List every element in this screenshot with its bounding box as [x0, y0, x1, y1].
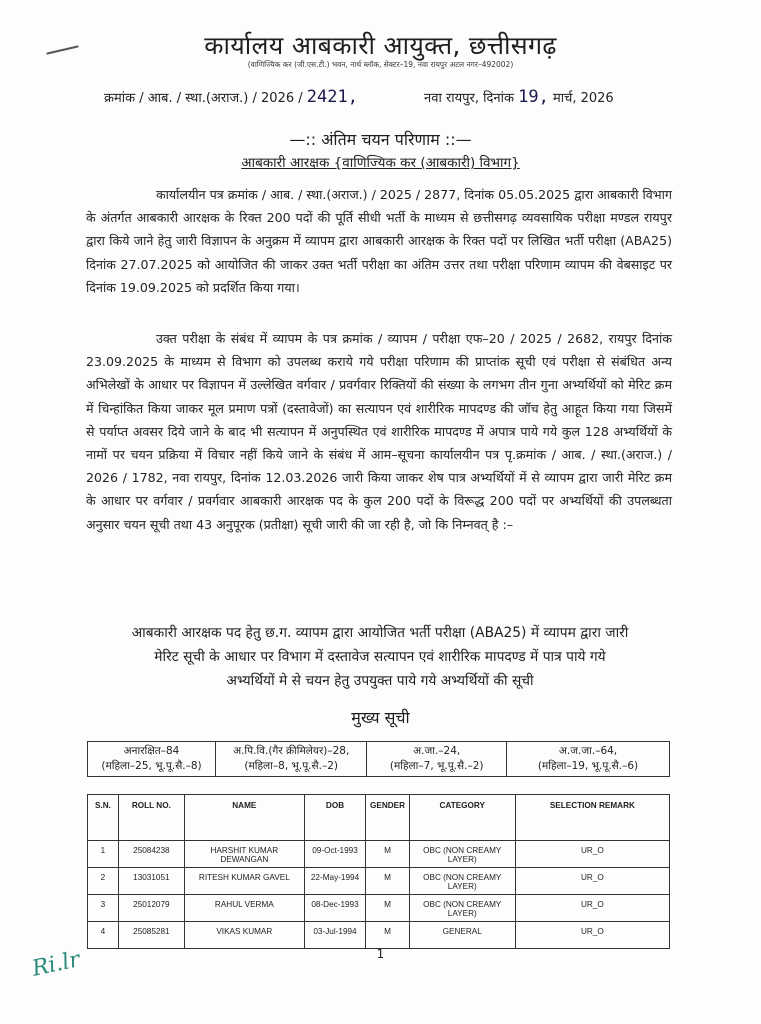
- handwritten-date-day: 19,: [518, 87, 549, 107]
- category-unreserved: [88, 742, 216, 777]
- column-header-category: CATEGORY: [409, 795, 515, 841]
- category-breakdown: (महिला–8, भू.पू.सै.–2): [244, 760, 338, 772]
- category-breakdown: (महिला–19, भू.पू.सै.–6): [537, 760, 639, 772]
- paragraph-1: [86, 183, 672, 299]
- paragraph-1-text: कार्यालयीन पत्र क्रमांक / आब. / स्था.(अराज.) / 2025 / 2877, दिनांक 05.05.2025 द्वारा आबकारी विभाग के अंतर्गत आबकारी आरक्षक के रिक्त 200 पदों की पूर्ति सीधी भर्ती के माध्यम से छत्तीसगढ़ व्यवसायिक परीक्षा मण्डल रायपुर द्वारा किये जाने हेतु जारी विज्ञापन के अनुक्रम में व्यापम द्वारा आबकारी आरक्षक के रिक्त पदों पर लिखित भर्ती परीक्षा (ABA25) दिनांक 27.07.2025 को आयोजित की जाकर उक्त भर्ती परीक्षा का अंतिम उत्तर तथा परीक्षा परिणाम व्यापम की वेबसाइट पर दिनांक 19.09.2025 को प्रदर्शित किया गया।: [86, 187, 672, 295]
- category-sc: [367, 742, 507, 777]
- category-st: [507, 742, 670, 777]
- cell-dob: 08-Dec-1993: [304, 895, 365, 922]
- cell-selection-remark: UR_O: [515, 868, 669, 895]
- cell-roll-no: 13031051: [118, 868, 184, 895]
- cell-name: VIKAS KUMAR: [184, 922, 304, 949]
- cell-sn: 1: [88, 841, 119, 868]
- cell-category: OBC (NON CREAMY LAYER): [409, 868, 515, 895]
- cell-roll-no: 25084238: [118, 841, 184, 868]
- handwritten-reference-number: 2421,: [306, 87, 358, 107]
- table-row: [88, 922, 670, 949]
- date-prefix: नवा रायपुर, दिनांक: [424, 91, 519, 106]
- cell-roll-no: 25012079: [118, 895, 184, 922]
- cell-dob: 03-Jul-1994: [304, 922, 365, 949]
- cell-category: OBC (NON CREAMY LAYER): [409, 841, 515, 868]
- cell-selection-remark: UR_O: [515, 895, 669, 922]
- list-heading-line-1: आबकारी आरक्षक पद हेतु छ.ग. व्यापम द्वारा आयोजित भर्ती परीक्षा (ABA25) में व्यापम द्वारा जारी: [131, 625, 629, 641]
- category-breakdown: (महिला–25, भू.पू.सै.–8): [101, 760, 202, 772]
- table-row: [88, 895, 670, 922]
- issue-date: [424, 87, 614, 107]
- reference-prefix: क्रमांक / आब. / स्था.(अराज.) / 2026 /: [104, 91, 307, 106]
- cell-sn: 2: [88, 868, 119, 895]
- category-obc: [216, 742, 367, 777]
- list-heading-line-2: मेरिट सूची के आधार पर विभाग में दस्तावेज सत्यापन एवं शारीरिक मापदण्ड में पात्र पाये गये: [154, 649, 606, 665]
- category-count: अ.पि.वि.(गैर क्रीमिलेयर)–28,: [233, 745, 350, 757]
- cell-dob: 09-Oct-1993: [304, 841, 365, 868]
- cell-selection-remark: UR_O: [515, 922, 669, 949]
- column-header-name: NAME: [184, 795, 304, 841]
- signature: Ri.lr: [29, 947, 83, 982]
- list-heading-line-3: अभ्यर्थियों मे से चयन हेतु उपयुक्त पाये गये अभ्यर्थियों की सूची: [226, 673, 534, 689]
- selection-list-table: [87, 794, 670, 949]
- column-header-dob: DOB: [304, 795, 365, 841]
- paragraph-2-text: उक्त परीक्षा के संबंध में व्यापम के पत्र क्रमांक / व्यापम / परीक्षा एफ–20 / 2025 / 2682, रायपुर दिनांक 23.09.2025 के माध्यम से विभाग को उपलब्ध कराये गये परीक्षा परिणाम की प्राप्तांक सूची एवं परीक्षा से संबंधित अन्य अभिलेखों के आधार पर विज्ञापन में उल्लेखित वर्गवार / प्रवर्गवार रिक्तियों की संख्या के लगभग तीन गुना अभ्यर्थियों को मेरिट क्रम में चिन्हांकित किया जाकर मूल प्रमाण पत्रों (दस्तावेजों) का सत्यापन एवं शारीरिक मापदण्ड की जॉच हेतु आहूत किया गया जिसमें से पर्याप्त अवसर दिये जाने के बाद भी सत्यापन में अनुपस्थित एवं शारीरिक मापदण्ड में अपात्र पाये गये कुल 128 अभ्यर्थियों के नामों पर चयन प्रक्रिया में विचार नहीं किये जाने के संबंध में आम–सूचना कार्यालयीन पत्र पृ.क्रमांक / आब. / स्था.(अराज.) / 2026 / 1782, नवा रायपुर, दिनांक 12.03.2026 जारी किया जाकर शेष पात्र अभ्यर्थियों में से व्यापम द्वारा जारी मेरिट क्रम के आधार पर वर्गवार / प्रवर्गवार आबकारी आरक्षक पद के कुल 200 पदों के विरूद्ध 200 पदों पर अभ्यर्थियों की उपलब्धता अनुसार चयन सूची तथा 43 अनुपूरक (प्रतीक्षा) सूची जारी की जा रही है, जो कि निम्नवत् है :–: [86, 331, 672, 532]
- column-header-gender: GENDER: [366, 795, 410, 841]
- page-number: 1: [376, 947, 385, 961]
- cell-gender: M: [366, 922, 410, 949]
- office-title: कार्यालय आबकारी आयुक्त, छत्तीसगढ़: [204, 31, 557, 60]
- date-suffix: मार्च, 2026: [548, 91, 614, 106]
- paragraph-2: [86, 327, 672, 536]
- office-address: (वाणिज्यिक कर (जी.एस.टी.) भवन, नार्थ ब्लॉक, सेक्टर–19, नवा रायपुर अटल नगर–492002): [247, 60, 514, 69]
- category-count: अ.जा.–24,: [413, 745, 461, 757]
- cell-sn: 4: [88, 922, 119, 949]
- cell-roll-no: 25085281: [118, 922, 184, 949]
- cell-sn: 3: [88, 895, 119, 922]
- table-row: [88, 868, 670, 895]
- cell-gender: M: [366, 868, 410, 895]
- reference-number: [104, 87, 358, 107]
- cell-category: OBC (NON CREAMY LAYER): [409, 895, 515, 922]
- column-header-roll-no: ROLL NO.: [118, 795, 184, 841]
- main-heading: —:: अंतिम चयन परिणाम ::—: [289, 130, 472, 149]
- cell-name: RAHUL VERMA: [184, 895, 304, 922]
- cell-selection-remark: UR_O: [515, 841, 669, 868]
- table-row: [88, 841, 670, 868]
- column-header-sn: S.N.: [88, 795, 119, 841]
- column-header-selection-remark: SELECTION REMARK: [515, 795, 669, 841]
- category-breakdown: (महिला–7, भू.पू.सै.–2): [389, 760, 484, 772]
- cell-gender: M: [366, 895, 410, 922]
- main-list-title: मुख्य सूची: [351, 708, 410, 727]
- category-summary-table: [87, 741, 670, 777]
- sub-heading-text: आबकारी आरक्षक {वाणिज्यिक कर (आबकारी) विभाग}: [241, 155, 520, 171]
- list-heading: [80, 621, 680, 693]
- cell-name: HARSHIT KUMAR DEWANGAN: [184, 841, 304, 868]
- table-header-row: [88, 795, 670, 841]
- cell-name: RITESH KUMAR GAVEL: [184, 868, 304, 895]
- category-summary-row: [88, 742, 670, 777]
- cell-dob: 22-May-1994: [304, 868, 365, 895]
- sub-heading: [0, 153, 761, 171]
- cell-category: GENERAL: [409, 922, 515, 949]
- category-count: अ.ज.जा.–64,: [558, 745, 618, 757]
- cell-gender: M: [366, 841, 410, 868]
- category-count: अनारक्षित–84: [123, 745, 180, 757]
